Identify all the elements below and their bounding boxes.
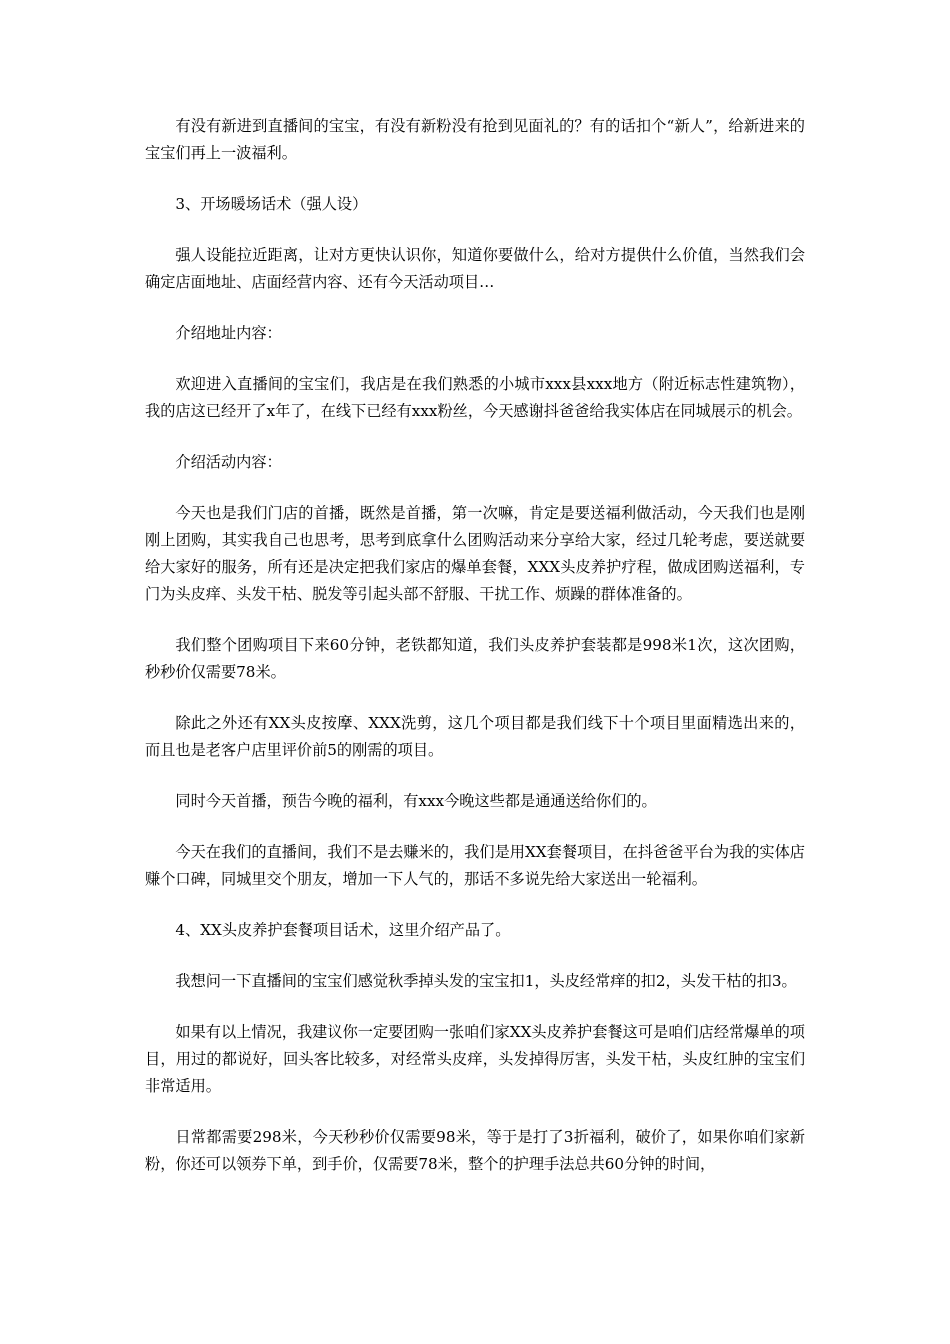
paragraph-audience-question: 我想问一下直播间的宝宝们感觉秋季掉头发的宝宝扣1，头皮经常痒的扣2，头发干枯的扣3。 <box>175 972 797 990</box>
paragraph-extra-items: 除此之外还有XX头皮按摩、XXX洗剪，这几个项目都是我们线下十个项目里面精选出来的，而且也是老客户店里评价前5的刚需的项目。 <box>145 714 805 759</box>
label-introduce-address: 介绍地址内容： <box>175 324 282 342</box>
paragraph-activity-intro: 今天也是我们门店的首播，既然是首播，第一次嘛，肯定是要送福利做活动，今天我们也是刚刚上团购，其实我自己也思考，思考到底拿什么团购活动来分享给大家，经过几轮考虑，要送就要给大家好的服务，所有还是决定把我们家店的爆单套餐，XXX头皮养护疗程，做成团购送福利，专门为头皮痒、头发干枯、脱发等引起头部不舒服、干扰工作、烦躁的群体准备的。 <box>145 504 805 603</box>
section-heading-product-script: 4、XX头皮养护套餐项目话术，这里介绍产品了。 <box>175 921 511 939</box>
paragraph-new-fans-welcome: 有没有新进到直播间的宝宝，有没有新粉没有抢到见面礼的？有的话扣个“新人”，给新进来的宝宝们再上一波福利。 <box>145 117 805 162</box>
paragraph-group-buy-price: 我们整个团购项目下来60分钟，老铁都知道，我们头皮养护套装都是998米1次，这次团购，秒秒价仅需要78米。 <box>145 636 805 681</box>
section-heading-opening-warmup: 3、开场暖场话术（强人设） <box>175 195 368 213</box>
paragraph-strong-persona: 强人设能拉近距离，让对方更快认识你，知道你要做什么，给对方提供什么价值，当然我们会确定店面地址、店面经营内容、还有今天活动项目… <box>145 246 805 291</box>
label-introduce-activity: 介绍活动内容： <box>175 453 282 471</box>
paragraph-pricing: 日常都需要298米，今天秒秒价仅需要98米，等于是打了3折福利，破价了，如果你咱们家新粉，你还可以领券下单，到手价，仅需要78米，整个的护理手法总共60分钟的时间， <box>145 1128 805 1173</box>
paragraph-recommendation: 如果有以上情况，我建议你一定要团购一张咱们家XX头皮养护套餐这可是咱们店经常爆单的项目，用过的都说好，回头客比较多，对经常头皮痒，头发掉得厉害，头发干枯，头皮红肿的宝宝们非常适用。 <box>145 1023 805 1095</box>
document-page <box>145 113 805 1202</box>
paragraph-tonight-preview: 同时今天首播，预告今晚的福利，有xxx今晚这些都是通通送给你们的。 <box>175 792 657 810</box>
paragraph-live-purpose: 今天在我们的直播间，我们不是去赚米的，我们是用XX套餐项目，在抖爸爸平台为我的实体店赚个口碑，同城里交个朋友，增加一下人气的，那话不多说先给大家送出一轮福利。 <box>145 843 805 888</box>
paragraph-address-intro: 欢迎进入直播间的宝宝们，我店是在我们熟悉的小城市xxx县xxx地方（附近标志性建筑物），我的店这已经开了x年了，在线下已经有xxx粉丝，今天感谢抖爸爸给我实体店在同城展示的机会。 <box>145 375 805 420</box>
